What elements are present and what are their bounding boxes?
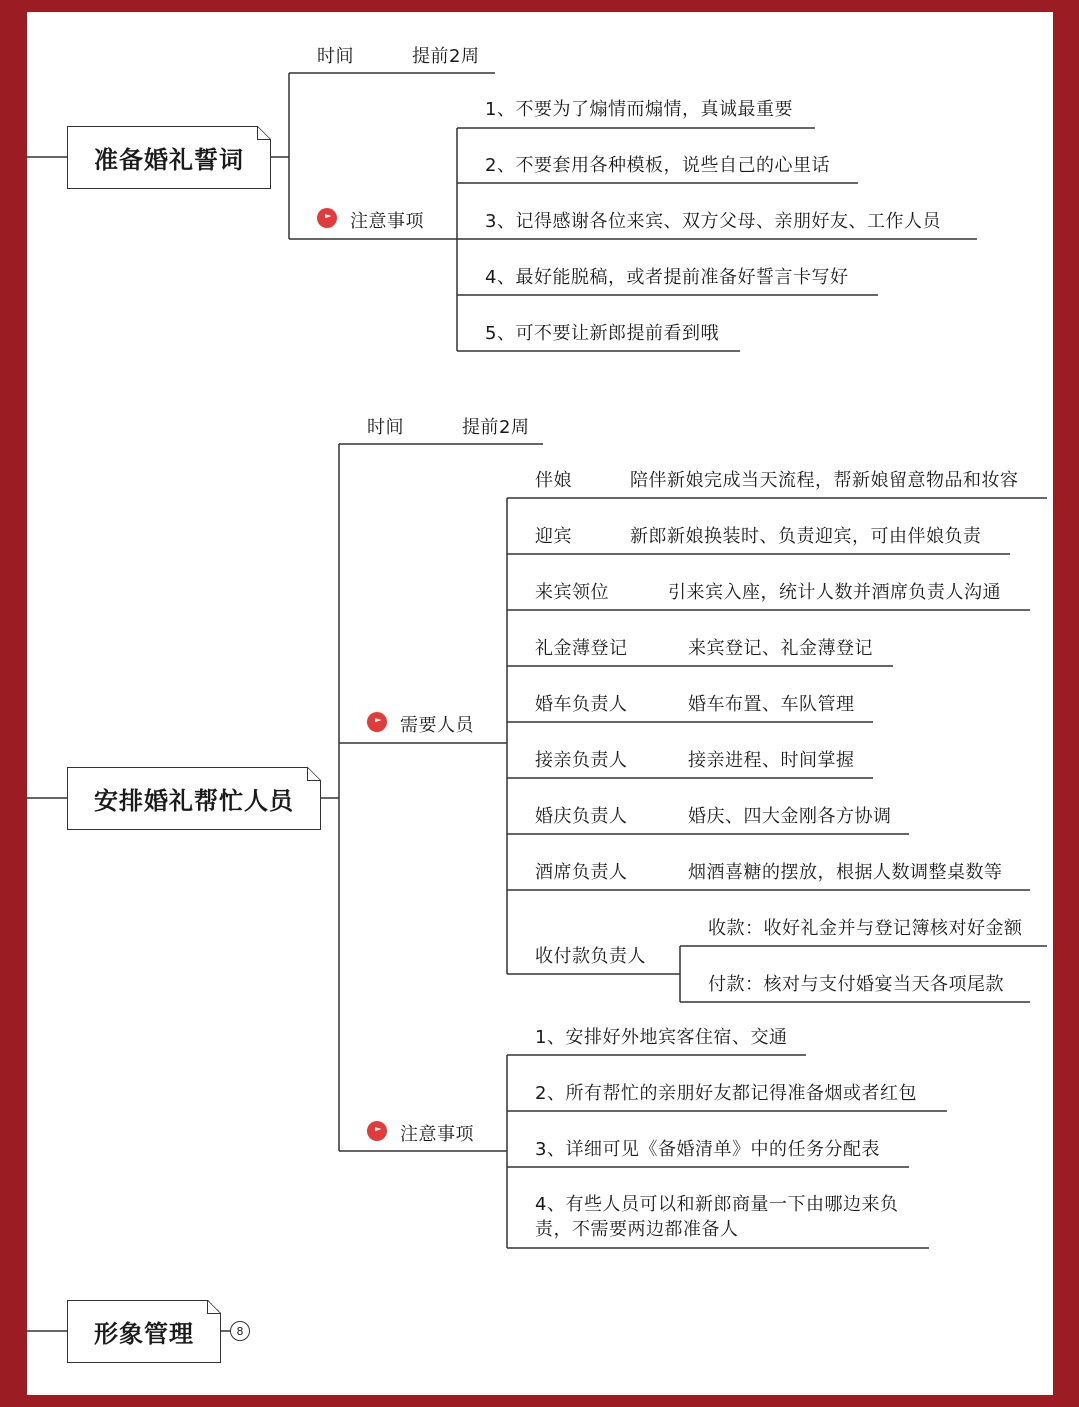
note-icon — [207, 1300, 221, 1314]
vows-note-1: 1、不要为了煽情而煽情，真诚最重要 — [485, 99, 793, 120]
duty-wedding-planner: 婚庆、四大金刚各方协调 — [688, 806, 892, 827]
duty-usher: 引来宾入座，统计人数并酒席负责人沟通 — [668, 582, 1001, 603]
time-label: 时间 — [367, 417, 404, 438]
duty-wedding-car: 婚车布置、车队管理 — [688, 694, 855, 715]
topic-title: 准备婚礼誓词 — [94, 146, 244, 174]
topic-image-management[interactable] — [67, 1300, 221, 1363]
role-greeter: 迎宾 — [535, 526, 572, 547]
duty-bridesmaid: 陪伴新娘完成当天流程，帮新娘留意物品和妆容 — [630, 470, 1019, 491]
time-label: 时间 — [317, 46, 354, 67]
note-icon — [307, 767, 321, 781]
vows-note-5: 5、可不要让新郎提前看到哦 — [485, 323, 719, 344]
time-value: 提前2周 — [462, 417, 530, 438]
role-wedding-car: 婚车负责人 — [535, 694, 628, 715]
duty-banquet: 烟酒喜糖的摆放，根据人数调整桌数等 — [688, 862, 1003, 883]
role-wedding-planner: 婚庆负责人 — [535, 806, 628, 827]
vows-note-4: 4、最好能脱稿，或者提前准备好誓言卡写好 — [485, 267, 849, 288]
role-usher: 来宾领位 — [535, 582, 609, 603]
collapse-count-badge[interactable]: 8 — [230, 1321, 250, 1341]
cashier-receive: 收款：收好礼金并与登记簿核对好金额 — [708, 918, 1023, 939]
vows-note-2: 2、不要套用各种模板，说些自己的心里话 — [485, 155, 830, 176]
vows-note-3: 3、记得感谢各位来宾、双方父母、亲朋好友、工作人员 — [485, 211, 941, 232]
duty-pickup: 接亲进程、时间掌握 — [688, 750, 855, 771]
notes-label: 注意事项 — [350, 211, 424, 232]
topic-title: 安排婚礼帮忙人员 — [94, 787, 294, 815]
note-icon — [257, 126, 271, 140]
people-label: 需要人员 — [400, 715, 474, 736]
flag-icon — [367, 1121, 387, 1141]
cashier-pay: 付款：核对与支付婚宴当天各项尾款 — [708, 974, 1004, 995]
role-banquet: 酒席负责人 — [535, 862, 628, 883]
helpers-note-1: 1、安排好外地宾客住宿、交通 — [535, 1027, 788, 1048]
role-cashier: 收付款负责人 — [535, 946, 646, 967]
duty-greeter: 新郎新娘换装时、负责迎宾，可由伴娘负责 — [630, 526, 982, 547]
flag-icon — [367, 712, 387, 732]
flag-icon — [317, 208, 337, 228]
time-value: 提前2周 — [412, 46, 480, 67]
helpers-note-4-line-1: 4、有些人员可以和新郎商量一下由哪边来负 — [535, 1194, 899, 1215]
duty-gift-registry: 来宾登记、礼金薄登记 — [688, 638, 873, 659]
helpers-note-2: 2、所有帮忙的亲朋好友都记得准备烟或者红包 — [535, 1083, 917, 1104]
topic-arrange-helpers[interactable] — [67, 767, 321, 830]
role-pickup: 接亲负责人 — [535, 750, 628, 771]
role-bridesmaid: 伴娘 — [535, 470, 572, 491]
role-gift-registry: 礼金薄登记 — [535, 638, 628, 659]
notes-label: 注意事项 — [400, 1124, 474, 1145]
helpers-note-4-line-2: 责，不需要两边都准备人 — [535, 1219, 739, 1240]
topic-prepare-vows[interactable] — [67, 126, 271, 189]
topic-title: 形象管理 — [94, 1320, 194, 1348]
helpers-note-3: 3、详细可见《备婚清单》中的任务分配表 — [535, 1139, 880, 1160]
